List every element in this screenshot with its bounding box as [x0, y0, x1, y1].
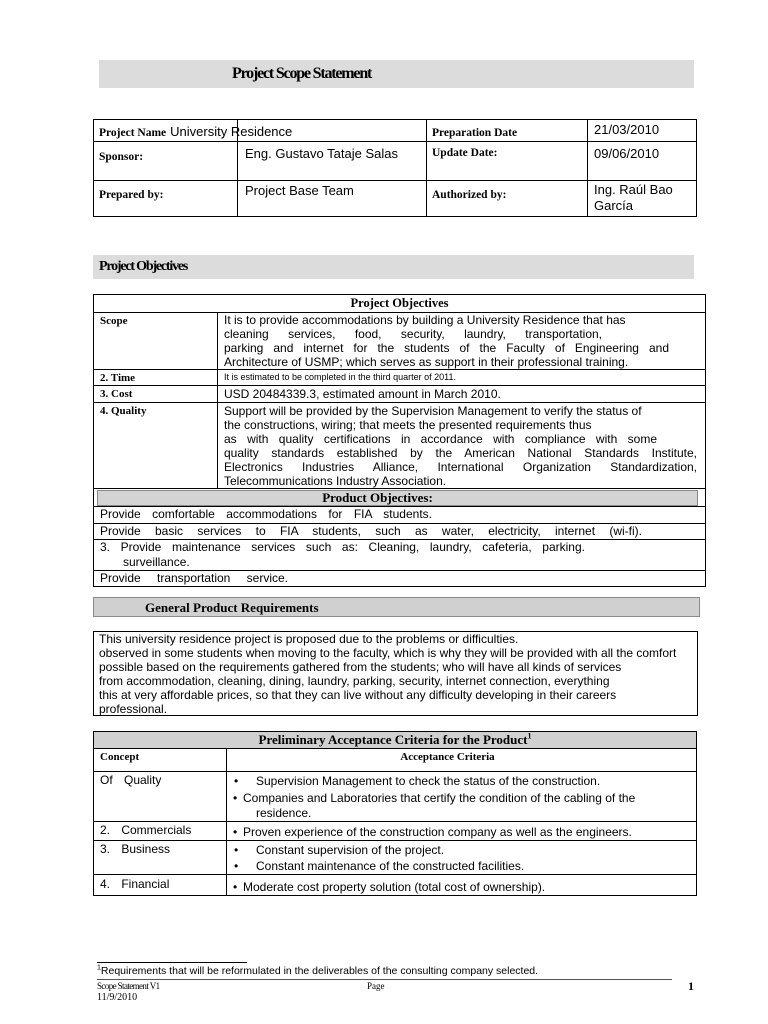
product-objective-item: [94, 540, 706, 571]
quality-line: Telecommunications Industry Association.: [224, 474, 447, 488]
concept-header: Concept: [94, 749, 227, 772]
criteria-cell: [227, 875, 697, 896]
update-date-cell: [588, 142, 697, 181]
scope-line: Architecture of USMP; which serves as support in their professional training.: [224, 355, 629, 369]
quality-line: the constructions, wiring; that meets the presented requirements thus: [224, 418, 592, 432]
quality-line: Support will be provided by the Supervision Management to verify the status of: [224, 404, 642, 418]
time-row: [94, 370, 706, 386]
document-title: Project Scope Statement: [232, 65, 372, 82]
criteria-cell: [227, 772, 697, 822]
general-requirements-line: from accommodation, cleaning, dining, laundry, parking, security, internet connection, everything: [99, 674, 610, 688]
project-name-label: Project Name: [99, 127, 167, 139]
objectives-table-header: Project Objectives: [94, 295, 706, 313]
acceptance-row: [94, 822, 697, 841]
prepared-by-value: Project Base Team: [245, 183, 354, 198]
footer-page-number: 1: [688, 979, 694, 993]
product-objective-item: [94, 524, 706, 540]
footnote-mark: 1: [97, 964, 101, 972]
concept-cell: 2. Commercials: [94, 822, 227, 841]
product-objective-row: [94, 571, 706, 587]
criteria-cell: [227, 822, 697, 841]
sponsor-value: Eng. Gustavo Tataje Salas: [245, 146, 398, 161]
prepared-by-label: Prepared by:: [99, 189, 164, 201]
footnote-text: Requirements that will be reformulated in the deliverables of the consulting company selected.: [100, 965, 539, 977]
concept-cell: 3. Business: [94, 841, 227, 875]
product-objectives-header: Product Objectives:: [97, 490, 698, 506]
prepared-by-label-cell: [94, 181, 238, 217]
authorized-by-label: Authorized by:: [432, 189, 507, 201]
cost-row: [94, 386, 706, 403]
criteria-item: • Constant supervision of the project.: [233, 842, 692, 858]
scope-line: cleaning services, food, security, laundry, transportation,: [224, 327, 602, 341]
authorized-by-value: Ing. Raúl Bao García: [594, 182, 673, 213]
info-row-project-name: [94, 120, 697, 142]
preparation-date-cell: [588, 120, 697, 142]
cost-text: USD 20484339.3, estimated amount in March 2010.: [218, 386, 706, 403]
concept-cell: 4. Financial: [94, 875, 227, 896]
authorized-by-label-cell: [427, 181, 588, 217]
general-requirements-line: possible based on the requirements gathered from the students; who will have all kinds of services: [99, 660, 622, 674]
product-objective-row: [94, 507, 706, 524]
quality-line: as with quality certifications in accordance with compliance with some: [224, 432, 657, 446]
general-requirements-bar: [93, 597, 700, 617]
criteria-item: • Supervision Management to check the status of the construction.: [233, 774, 692, 789]
acceptance-row: [94, 772, 697, 822]
general-requirements-box: [93, 631, 698, 716]
criteria-header: Acceptance Criteria: [227, 749, 697, 772]
quality-text: [218, 403, 706, 489]
sponsor-label-cell: [94, 142, 238, 181]
prepared-by-cell: [238, 181, 427, 217]
preparation-date-value: 21/03/2010: [594, 122, 660, 137]
project-name-cell: [94, 120, 293, 142]
footnote-separator: [97, 962, 247, 963]
concept-cell: Of Quality: [94, 772, 227, 822]
criteria-item: • Proven experience of the construction company as well as the engineers.: [233, 825, 692, 840]
product-objectives-header-cell: [94, 489, 706, 507]
product-objective-line: 3. Provide maintenance services such as: Cleaning, laundry, cafeteria, parking.: [100, 540, 585, 554]
project-objectives-table: [93, 294, 706, 587]
scope-text: [218, 313, 706, 370]
cost-label: 3. Cost: [94, 386, 218, 403]
project-info-table: [93, 119, 697, 217]
product-objective-row: [94, 540, 706, 571]
footer-page-label: Page: [367, 981, 385, 991]
criteria-item: • Moderate cost property solution (total cost of ownership).: [233, 880, 692, 895]
product-objective-item: [94, 507, 706, 524]
project-name-value: University Residence: [170, 124, 293, 139]
time-text: It is estimated to be completed in the third quarter of 2011.: [218, 370, 706, 386]
scope-row: [94, 313, 706, 370]
general-requirements-line: observed in some students when moving to the faculty, which is why they will be provided with all the comfort: [99, 646, 677, 660]
sponsor-cell: [238, 142, 427, 181]
acceptance-row: [94, 875, 697, 896]
update-date-label-cell: [427, 142, 588, 181]
scope-line: parking and internet for the students of the Faculty of Engineering and: [224, 341, 669, 355]
objectives-section-title: Project Objectives: [99, 259, 188, 274]
preparation-date-label-cell: [427, 120, 588, 142]
product-objectives-header-row: [94, 489, 706, 507]
product-objective-row: [94, 524, 706, 540]
preparation-date-label: Preparation Date: [432, 127, 518, 139]
authorized-by-cell: [588, 181, 697, 217]
general-requirements-line: this at very affordable prices, so that they can live without any difficulty developing in their careers: [99, 688, 617, 702]
product-objective-line: Provide comfortable accommodations for FIA students.: [100, 507, 432, 521]
scope-line: It is to provide accommodations by building a University Residence that has: [224, 313, 626, 327]
info-row-prepared-by: [94, 181, 697, 217]
footnote-reference: 1: [527, 731, 532, 741]
update-date-label: Update Date:: [432, 147, 498, 159]
acceptance-subheader-row: [94, 749, 697, 772]
quality-line: Electronics Industries Alliance, International Organization Standardization,: [224, 460, 697, 474]
info-row-sponsor: [94, 142, 697, 181]
quality-line: quality standards established by the American National Standards Institute,: [224, 446, 697, 460]
title-bar: [99, 60, 694, 88]
criteria-item: • Companies and Laboratories that certify the condition of the cabling of the residence.: [233, 791, 692, 821]
criteria-cell: [227, 841, 697, 875]
acceptance-criteria-title-cell: [94, 732, 697, 749]
product-objective-item: [94, 571, 706, 587]
quality-row: [94, 403, 706, 489]
criteria-item: • Constant maintenance of the constructed facilities.: [233, 858, 692, 874]
acceptance-criteria-title: Preliminary Acceptance Criteria for the Product: [258, 732, 528, 747]
scope-label: Scope: [94, 313, 218, 370]
acceptance-criteria-table: [93, 731, 697, 896]
footnote: [97, 965, 538, 978]
footer-date: 11/9/2010: [97, 992, 138, 1003]
general-requirements-line: professional.: [99, 702, 168, 716]
general-requirements-title: General Product Requirements: [145, 600, 319, 615]
product-objective-line: Provide basic services to FIA students, such as water, electricity, internet (wi-fi).: [100, 524, 642, 538]
product-objective-line: surveillance.: [123, 555, 190, 569]
objectives-section-bar: [93, 255, 694, 279]
time-label: 2. Time: [94, 370, 218, 386]
product-objective-line: Provide transportation service.: [100, 571, 288, 585]
acceptance-row: [94, 841, 697, 875]
quality-label: 4. Quality: [94, 403, 218, 489]
footer-rule: [97, 979, 672, 980]
update-date-value: 09/06/2010: [594, 146, 660, 161]
general-requirements-line: This university residence project is proposed due to the problems or difficulties.: [99, 632, 519, 646]
sponsor-label: Sponsor:: [99, 151, 144, 163]
footer-document-name: Scope Statement V1: [97, 981, 160, 991]
